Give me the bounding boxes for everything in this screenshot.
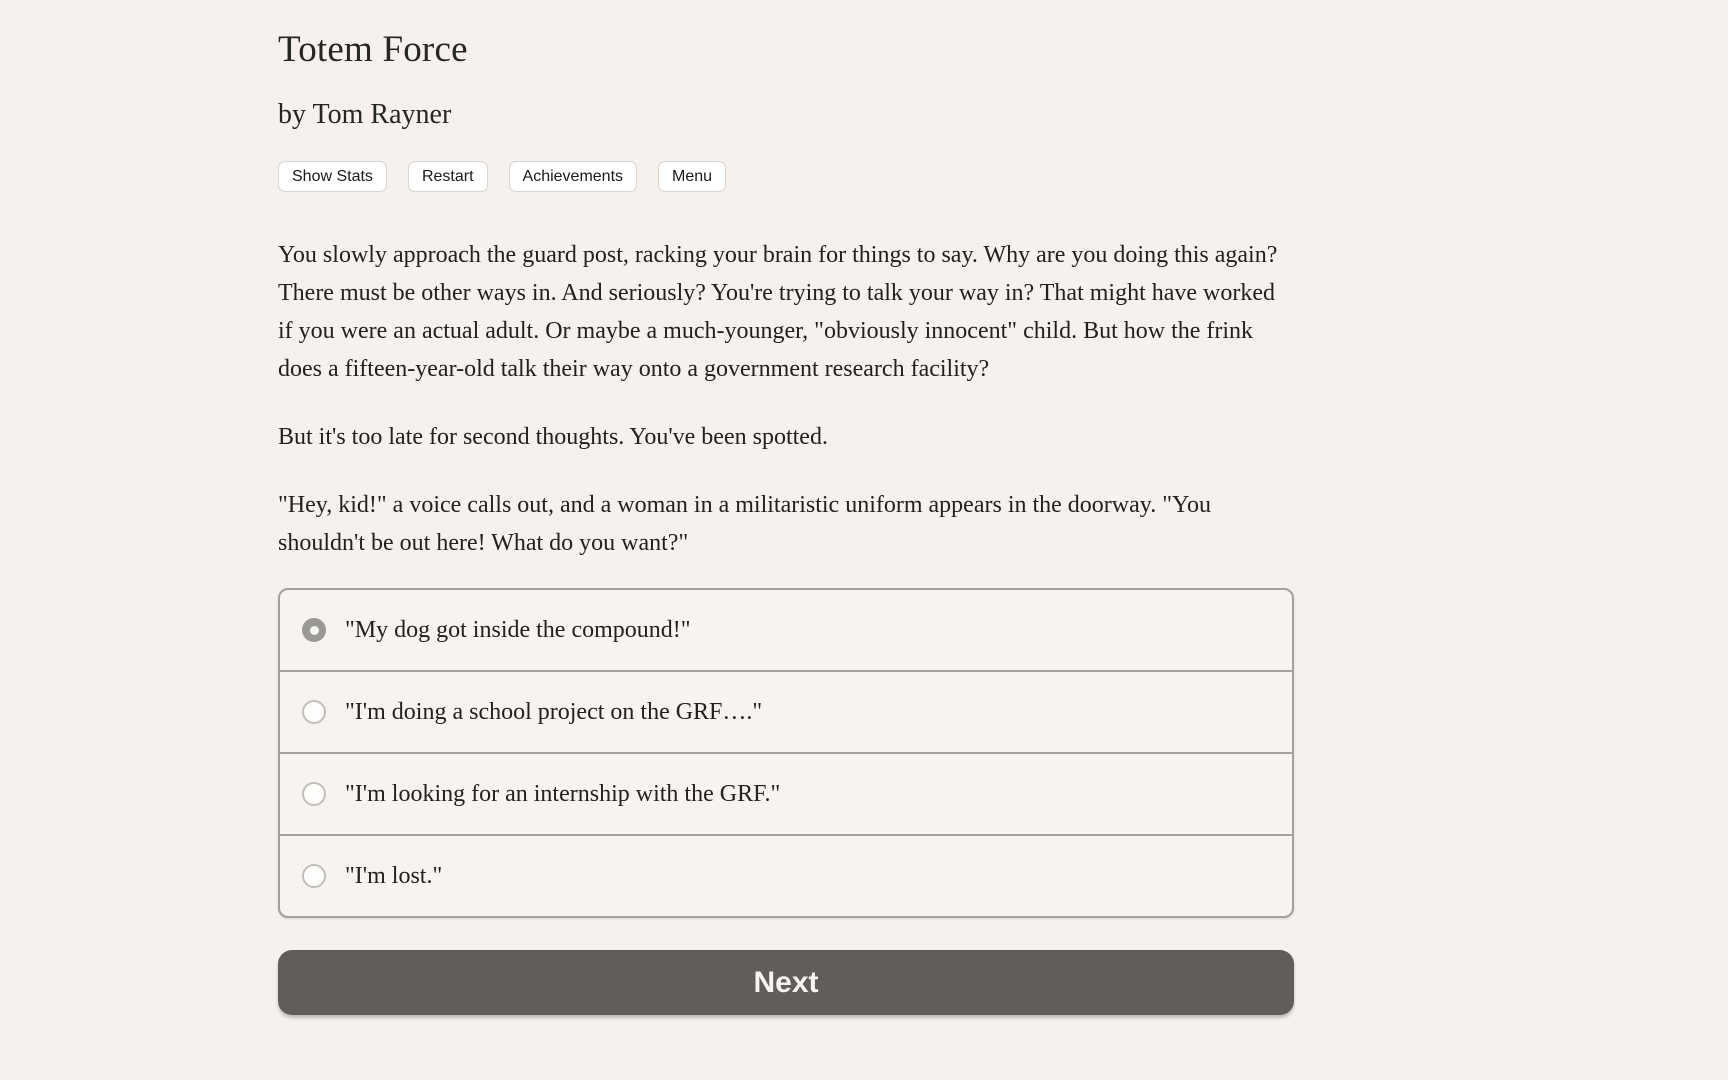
story-page: [278, 0, 1294, 1015]
choice-option-label: "I'm looking for an internship with the GRF.": [345, 781, 781, 807]
story-paragraph: But it's too late for second thoughts. You've been spotted.: [278, 424, 828, 450]
next-button[interactable]: Next: [278, 950, 1294, 1015]
game-byline: by Tom Rayner: [278, 99, 452, 130]
menu-button[interactable]: Menu: [658, 161, 726, 192]
show-stats-button[interactable]: Show Stats: [278, 161, 387, 192]
choice-radio-4[interactable]: [302, 864, 326, 888]
story-text: [278, 236, 1294, 562]
choice-option-label: "My dog got inside the compound!": [345, 617, 691, 643]
choice-option-3[interactable]: [280, 754, 1292, 836]
choice-radio-3[interactable]: [302, 782, 326, 806]
choice-option-label: "I'm doing a school project on the GRF….": [345, 699, 763, 725]
choice-option-1[interactable]: [280, 590, 1292, 672]
story-paragraph: You slowly approach the guard post, racking your brain for things to say. Why are you doing this again? There must be other ways in. And seriously? You're trying to talk your way in? That might have worked if you were an actual adult. Or maybe a much-younger, "obviously innocent" child. But how the frink does a fifteen-year-old talk their way onto a government research facility?: [278, 242, 1278, 382]
choice-option-4[interactable]: [280, 836, 1292, 916]
game-title: Totem Force: [278, 29, 468, 70]
choice-option-label: "I'm lost.": [345, 863, 443, 889]
story-paragraph: "Hey, kid!" a voice calls out, and a woman in a militaristic uniform appears in the doorway. "You shouldn't be out here! What do you want?": [278, 492, 1211, 556]
choice-radio-2[interactable]: [302, 700, 326, 724]
toolbar: [278, 161, 1294, 192]
restart-button[interactable]: Restart: [408, 161, 488, 192]
choice-option-2[interactable]: [280, 672, 1292, 754]
choice-group: [278, 588, 1294, 918]
achievements-button[interactable]: Achievements: [509, 161, 638, 192]
choice-radio-1[interactable]: [302, 618, 326, 642]
